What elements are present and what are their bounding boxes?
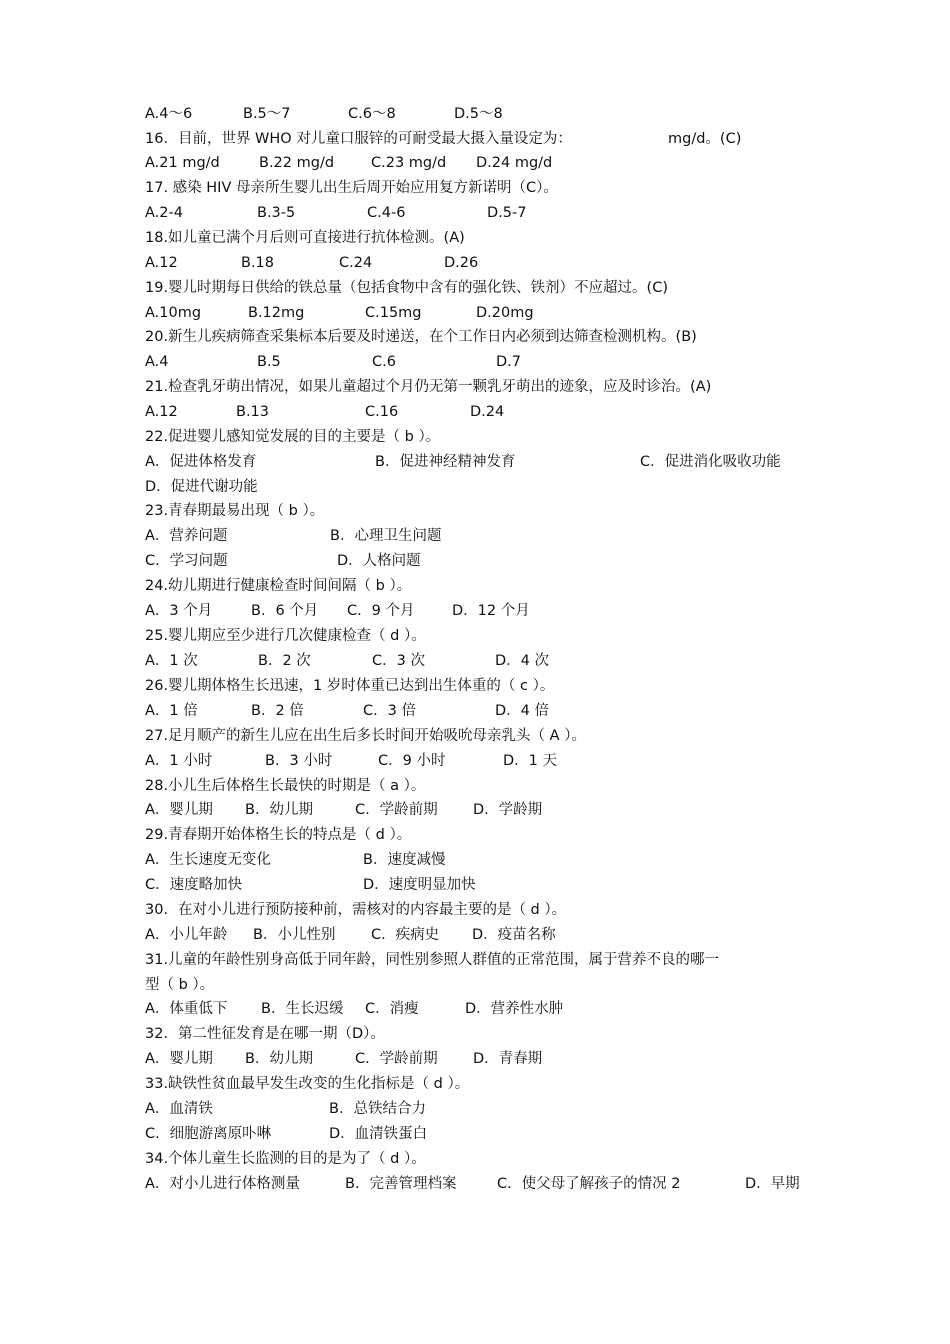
question-text: 24.幼儿期进行健康检查时间间隔（ b ）。: [145, 578, 412, 594]
answer-option: C.15mg: [365, 305, 422, 321]
answer-option: A．促进体格发育: [145, 454, 257, 470]
answer-option: B．小儿性别: [253, 927, 336, 943]
answer-option: C．疾病史: [371, 927, 440, 943]
question-text: 19.婴儿时期每日供给的铁总量（包括食物中含有的强化铁、铁剂）不应超过。(C): [145, 280, 668, 296]
answer-option: A．1 倍: [145, 703, 198, 719]
answer-option: D.24 mg/d: [476, 155, 553, 171]
answer-option: B．速度减慢: [363, 852, 446, 868]
answer-option: C．3 次: [372, 653, 425, 669]
answer-option: B．心理卫生问题: [330, 528, 442, 544]
answer-option: B．2 次: [258, 653, 311, 669]
answer-option: D．速度明显加快: [363, 877, 476, 893]
answer-option: B.18: [241, 255, 275, 271]
answer-option: C．3 倍: [363, 703, 416, 719]
answer-option: B.22 mg/d: [259, 155, 335, 171]
question-text: 29.青春期开始体格生长的特点是（ d ）。: [145, 827, 412, 843]
answer-option: D.5-7: [487, 205, 527, 221]
question-text: 26.婴儿期体格生长迅速，1 岁时体重已达到出生体重的（ c ）。: [145, 678, 555, 694]
answer-option: D．4 倍: [495, 703, 549, 719]
answer-option: B.3-5: [257, 205, 296, 221]
answer-option: B．促进神经精神发育: [375, 454, 516, 470]
answer-option: B．幼儿期: [245, 802, 313, 818]
answer-option: B．3 小时: [265, 753, 333, 769]
answer-option: A.4: [145, 354, 169, 370]
answer-option: D．人格问题: [337, 553, 421, 569]
answer-option: B.13: [236, 404, 270, 420]
question-text: 23.青春期最易出现（ b ）。: [145, 503, 325, 519]
answer-option: A．血清铁: [145, 1101, 213, 1117]
answer-option: B.12mg: [248, 305, 305, 321]
answer-option: C．学龄前期: [355, 1051, 438, 1067]
answer-option: C.6: [372, 354, 396, 370]
answer-option: A．1 小时: [145, 753, 213, 769]
answer-option: C.6～8: [348, 106, 396, 122]
answer-option: C．促进消化吸收功能: [640, 454, 781, 470]
answer-option: B.5～7: [243, 106, 291, 122]
answer-option: C.4-6: [367, 205, 406, 221]
answer-option: A.2-4: [145, 205, 183, 221]
answer-option: C.16: [365, 404, 399, 420]
answer-option: A．生长速度无变化: [145, 852, 271, 868]
answer-option: A.21 mg/d: [145, 155, 220, 171]
answer-option: C.24: [339, 255, 373, 271]
answer-option: B．2 倍: [251, 703, 304, 719]
answer-option: C．学习问题: [145, 553, 228, 569]
answer-option: D.24: [470, 404, 505, 420]
question-text: 17. 感染 HIV 母亲所生婴儿出生后周开始应用复方新诺明（C）。: [145, 180, 558, 196]
answer-option: D.5～8: [454, 106, 503, 122]
answer-option: D．促进代谢功能: [145, 479, 258, 495]
answer-option: A．婴儿期: [145, 1051, 213, 1067]
answer-option: A．对小儿进行体格测量: [145, 1176, 300, 1192]
answer-option: D．血清铁蛋白: [329, 1126, 428, 1142]
answer-option: D．早期: [745, 1176, 800, 1192]
question-text: 33.缺铁性贫血最早发生改变的生化指标是（ d ）。: [145, 1076, 470, 1092]
question-text: 32．第二性征发育是在哪一期（D）。: [145, 1026, 385, 1042]
answer-option: C．使父母了解孩子的情况 2: [497, 1176, 681, 1192]
answer-option: C．消瘦: [365, 1001, 419, 1017]
answer-option: C.23 mg/d: [371, 155, 447, 171]
answer-option: D．学龄期: [473, 802, 543, 818]
question-text: 28.小儿生后体格生长最快的时期是（ a ）。: [145, 778, 426, 794]
answer-option: A．1 次: [145, 653, 198, 669]
answer-option: D.7: [496, 354, 521, 370]
question-text: 30．在对小儿进行预防接种前，需核对的内容最主要的是（ d ）。: [145, 902, 567, 918]
answer-option: B．总铁结合力: [329, 1101, 426, 1117]
answer-option: D．疫苗名称: [472, 927, 556, 943]
answer-option: B．生长迟缓: [261, 1001, 344, 1017]
answer-option: D.20mg: [476, 305, 534, 321]
question-text: 27.足月顺产的新生儿应在出生后多长时间开始吸吮母亲乳头（ A ）。: [145, 728, 586, 744]
answer-option: A．小儿年龄: [145, 927, 228, 943]
question-text: 型（ b ）。: [145, 977, 215, 993]
answer-option: A．婴儿期: [145, 802, 213, 818]
answer-option: C．9 小时: [378, 753, 446, 769]
question-text: 20.新生儿疾病筛查采集标本后要及时递送，在个工作日内必须到达筛查检测机构。(B): [145, 329, 697, 345]
answer-option: D．12 个月: [452, 603, 530, 619]
answer-option: B．完善管理档案: [345, 1176, 457, 1192]
answer-option: B.5: [257, 354, 281, 370]
question-text: 16．目前，世界 WHO 对儿童口服锌的可耐受最大摄入量设定为：: [145, 131, 572, 147]
answer-option: A．3 个月: [145, 603, 213, 619]
answer-option: C．学龄前期: [355, 802, 438, 818]
answer-option: A.12: [145, 255, 178, 271]
answer-option: A.10mg: [145, 305, 202, 321]
answer-option: C．细胞游离原卟啉: [145, 1126, 272, 1142]
answer-option: A.4～6: [145, 106, 193, 122]
question-text: 18.如儿童已满个月后则可直接进行抗体检测。(A): [145, 230, 465, 246]
question-text: 22.促进婴儿感知觉发展的目的主要是（ b ）。: [145, 429, 441, 445]
answer-option: B．6 个月: [251, 603, 319, 619]
question-text: 31.儿童的年龄性别身高低于同年龄，同性别参照人群值的正常范围，属于营养不良的哪一: [145, 952, 720, 968]
question-text: mg/d。(C): [668, 131, 742, 147]
answer-option: A．营养问题: [145, 528, 228, 544]
answer-option: A.12: [145, 404, 178, 420]
question-text: 25.婴儿期应至少进行几次健康检查（ d ）。: [145, 628, 426, 644]
answer-option: D．青春期: [473, 1051, 543, 1067]
question-text: 34.个体儿童生长监测的目的是为了（ d ）。: [145, 1151, 426, 1167]
answer-option: D.26: [444, 255, 479, 271]
answer-option: D．1 天: [503, 753, 557, 769]
answer-option: D．营养性水肿: [465, 1001, 564, 1017]
answer-option: A．体重低下: [145, 1001, 228, 1017]
answer-option: B．幼儿期: [245, 1051, 313, 1067]
answer-option: D．4 次: [495, 653, 549, 669]
answer-option: C．9 个月: [347, 603, 415, 619]
question-text: 21.检查乳牙萌出情况，如果儿童超过个月仍无第一颗乳牙萌出的迹象，应及时诊治。(A): [145, 379, 712, 395]
answer-option: C．速度略加快: [145, 877, 243, 893]
